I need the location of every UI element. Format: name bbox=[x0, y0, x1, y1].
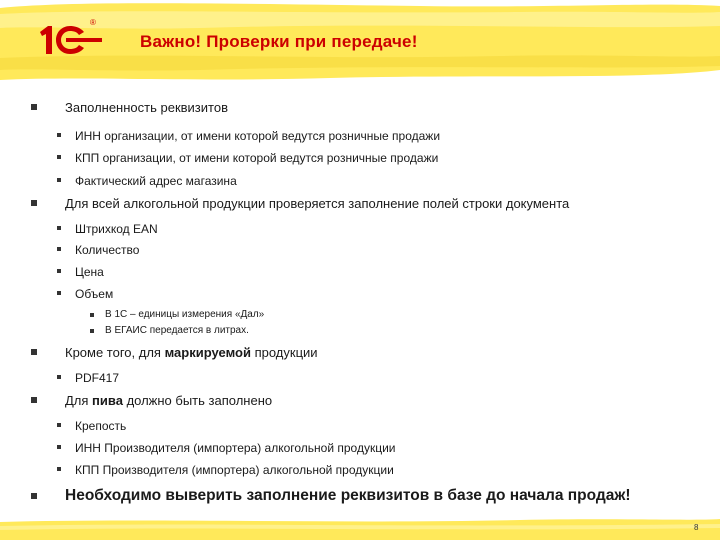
list-item: Объем bbox=[75, 287, 113, 301]
square-bullet-icon bbox=[57, 226, 61, 230]
square-bullet-icon bbox=[31, 200, 37, 206]
square-bullet-icon bbox=[57, 375, 61, 379]
square-bullet-icon bbox=[31, 493, 37, 499]
final-note: Необходимо выверить заполнение реквизитов в базе до начала продаж! bbox=[65, 487, 631, 505]
list-item: PDF417 bbox=[75, 371, 119, 385]
square-bullet-icon bbox=[57, 423, 61, 427]
list-item: Фактический адрес магазина bbox=[75, 174, 237, 188]
section-beer: Для пива должно быть заполнено bbox=[65, 393, 272, 408]
square-bullet-icon bbox=[90, 313, 94, 317]
section-label: Для всей алкогольной продукции проверяется заполнение полей строки документа bbox=[65, 196, 570, 211]
section-marked-products: Кроме того, для маркируемой продукции bbox=[65, 345, 318, 360]
sub-list-item: В 1С – единицы измерения «Дал» bbox=[105, 309, 264, 320]
list-item: ИНН организации, от имени которой ведутся розничные продажи bbox=[75, 129, 440, 143]
list-item: Штрихкод EAN bbox=[75, 222, 158, 236]
square-bullet-icon bbox=[57, 133, 61, 137]
square-bullet-icon bbox=[57, 269, 61, 273]
section-requisites bbox=[65, 100, 228, 115]
square-bullet-icon bbox=[57, 467, 61, 471]
square-bullet-icon bbox=[31, 349, 37, 355]
square-bullet-icon bbox=[57, 291, 61, 295]
square-bullet-icon bbox=[90, 329, 94, 333]
sub-list-item: В ЕГАИС передается в литрах. bbox=[105, 325, 249, 336]
list-item: Цена bbox=[75, 265, 104, 279]
section-label: Заполненность реквизитов bbox=[65, 100, 228, 115]
square-bullet-icon bbox=[57, 155, 61, 159]
list-item: ИНН Производителя (импортера) алкогольной продукции bbox=[75, 441, 396, 455]
square-bullet-icon bbox=[57, 178, 61, 182]
list-item: КПП организации, от имени которой ведутся розничные продажи bbox=[75, 151, 438, 165]
list-item: КПП Производителя (импортера) алкогольной продукции bbox=[75, 463, 394, 477]
square-bullet-icon bbox=[57, 445, 61, 449]
square-bullet-icon bbox=[57, 247, 61, 251]
page-number: 8 bbox=[694, 523, 699, 532]
list-item: Крепость bbox=[75, 419, 126, 433]
square-bullet-icon bbox=[31, 397, 37, 403]
section-alcohol-fields bbox=[65, 196, 569, 211]
square-bullet-icon bbox=[31, 104, 37, 110]
registered-mark: ® bbox=[90, 18, 96, 27]
page-title: Важно! Проверки при передаче! bbox=[140, 32, 418, 51]
footer-brush-background bbox=[0, 512, 720, 540]
list-item: Количество bbox=[75, 243, 139, 257]
